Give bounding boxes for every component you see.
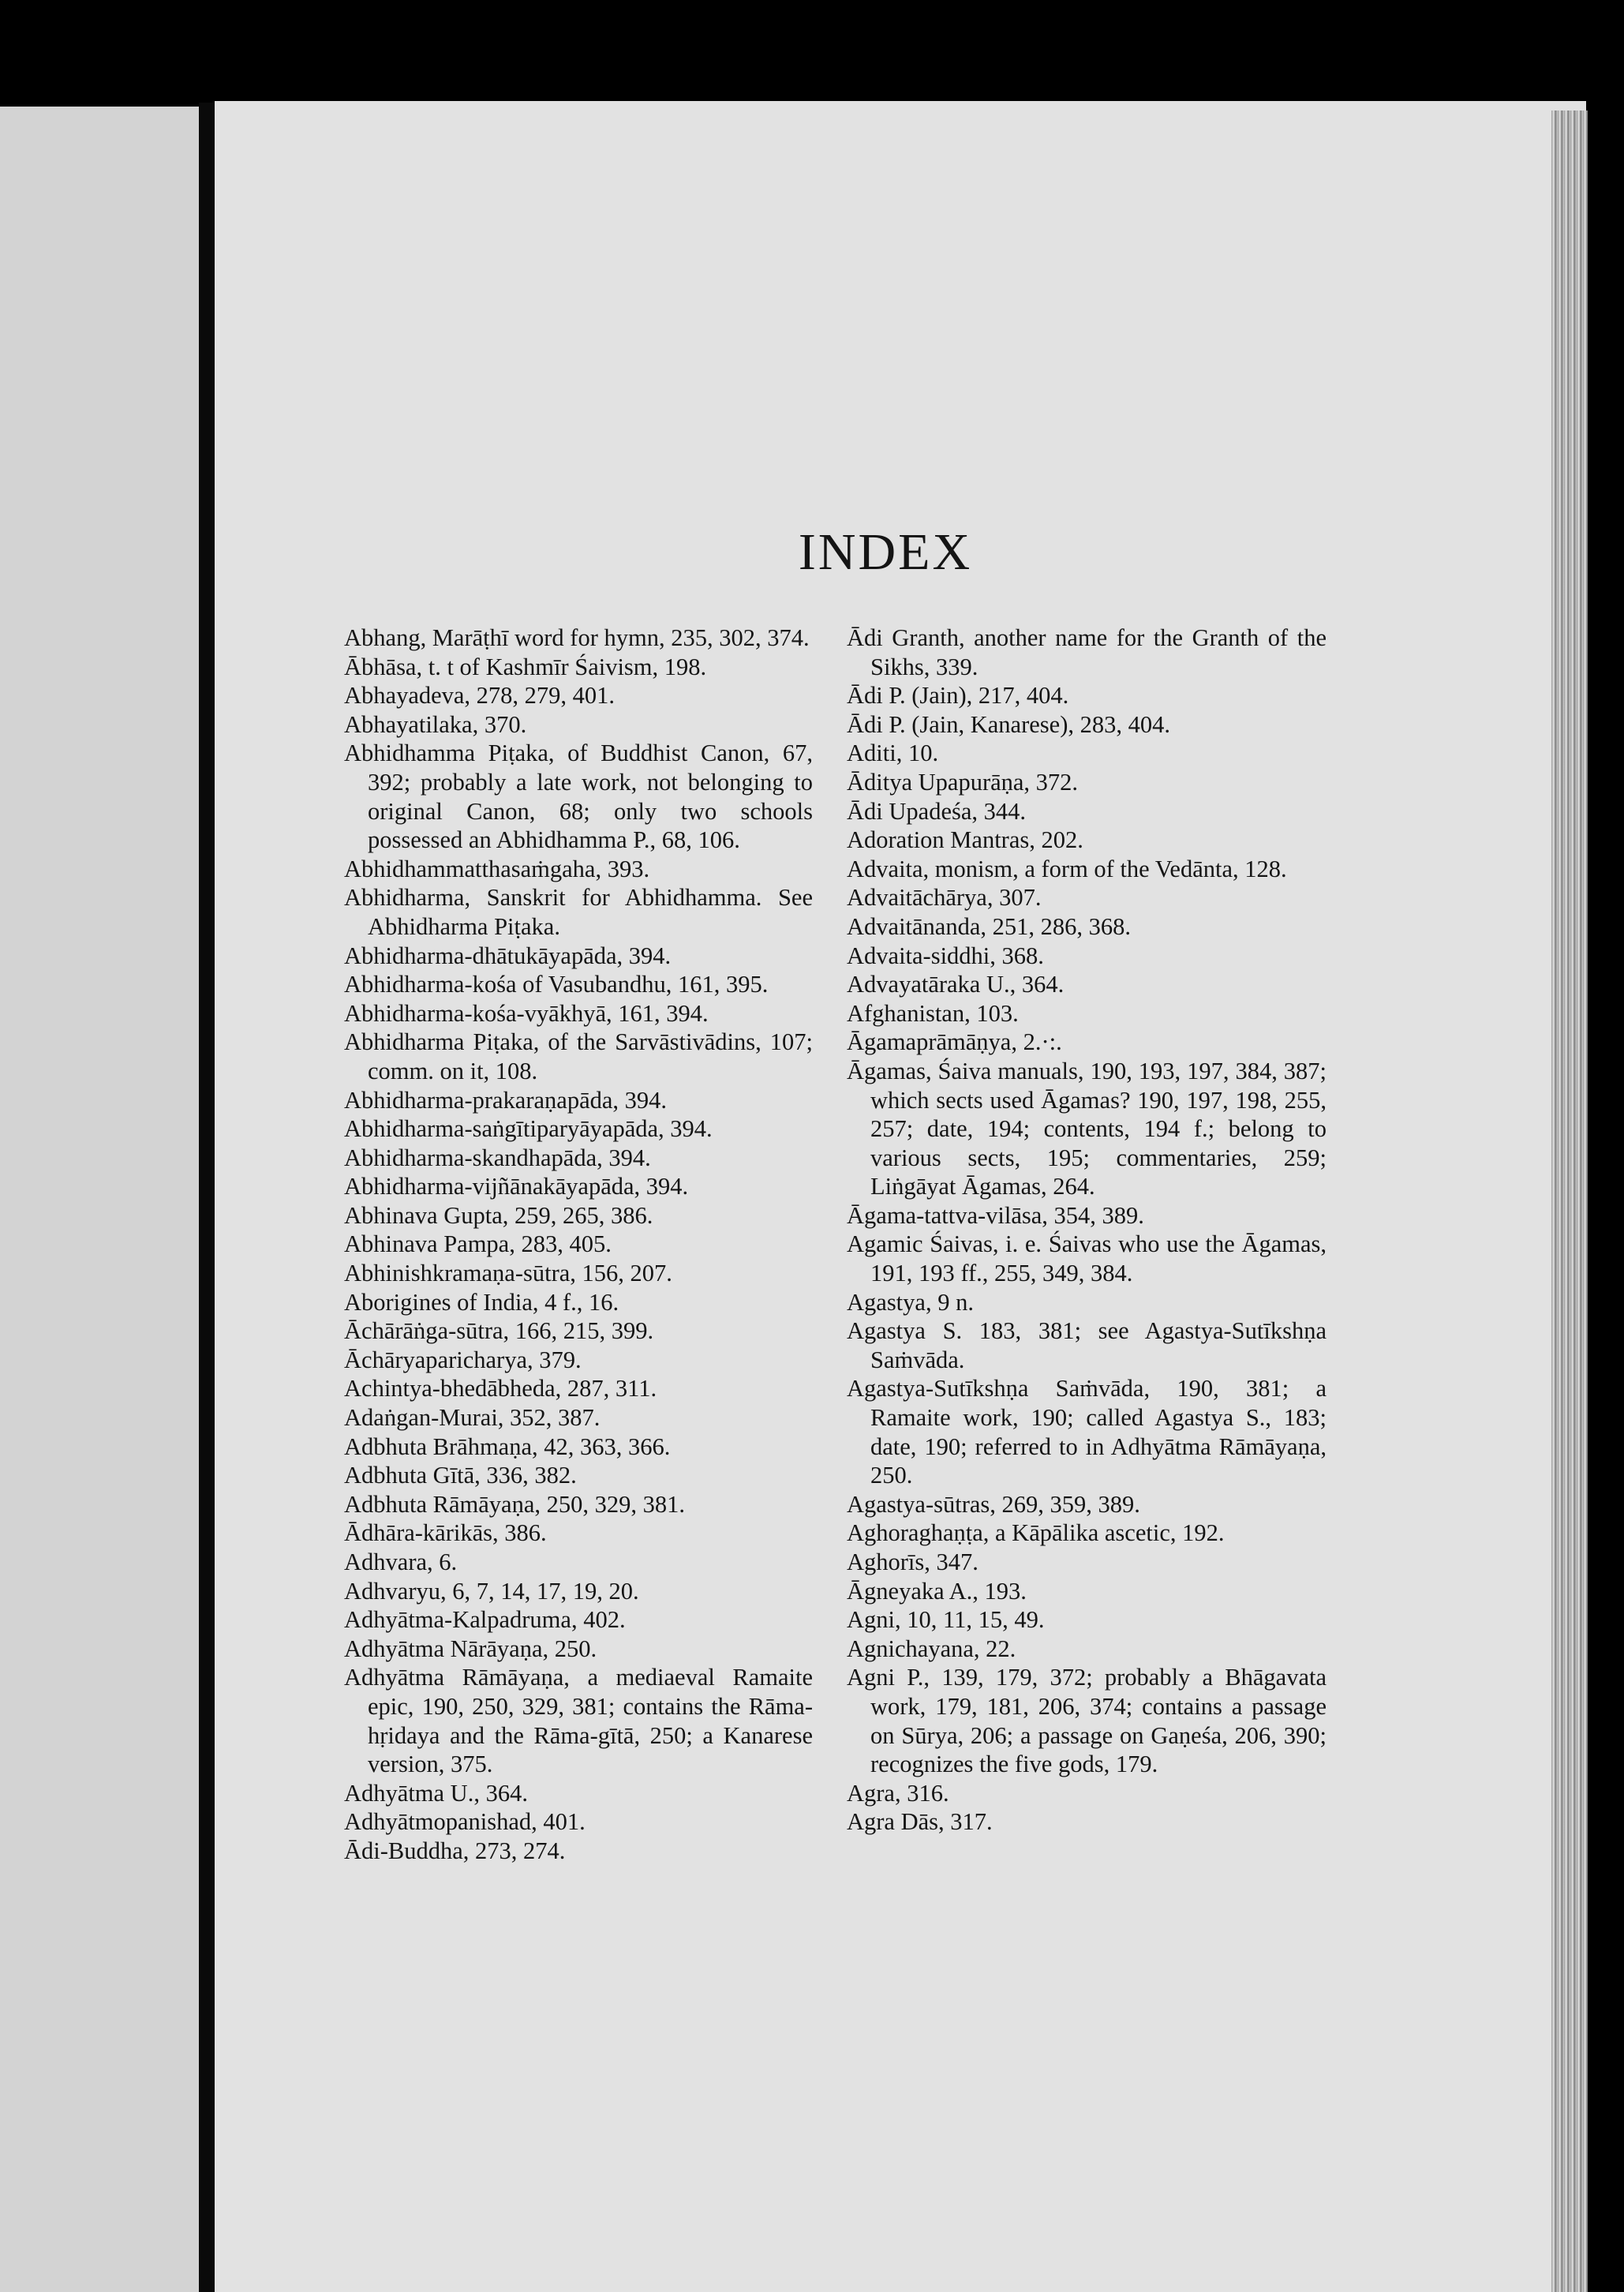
index-entry: Aborigines of India, 4 f., 16. <box>344 1288 619 1316</box>
index-entry: Abhinava Gupta, 259, 265, 386. <box>344 1201 653 1229</box>
index-entry: Agnichayana, 22. <box>847 1635 1016 1662</box>
index-entry: Adbhuta Gītā, 336, 382. <box>344 1462 577 1489</box>
index-entry: Adaṅgan-Murai, 352, 387. <box>344 1404 601 1432</box>
index-entry: Abhinava Pampa, 283, 405. <box>344 1230 612 1258</box>
index-entry: Abhidharma Piṭaka, of the Sarvāstivādins, 107; comm. on it, 108. <box>344 1028 813 1084</box>
index-entry: Āchāryaparicharya, 379. <box>344 1346 582 1373</box>
index-entry: Ādhāra-kārikās, 386. <box>344 1519 547 1547</box>
facing-page-edge <box>0 107 199 2292</box>
index-entry: Achintya-bhedābheda, 287, 311. <box>344 1375 657 1403</box>
index-entry: Abhidharma-saṅgītiparyāyapāda, 394. <box>344 1115 713 1143</box>
index-entry: Ādi Granth, another name for the Granth of the Sikhs, 339. <box>847 624 1327 680</box>
index-entry: Aditi, 10. <box>847 740 939 767</box>
index-entry: Agastya-sūtras, 269, 359, 389. <box>847 1490 1140 1518</box>
index-entry: Aghorīs, 347. <box>847 1549 979 1575</box>
index-entry: Āgneyaka A., 193. <box>847 1577 1027 1605</box>
index-column-right <box>847 624 1327 1837</box>
index-entry: Abhidhammatthasaṁgaha, 393. <box>344 855 650 882</box>
index-entry: Abhidharma-vijñānakāyapāda, 394. <box>344 1173 689 1200</box>
index-entry: Adhyātmopanishad, 401. <box>344 1808 586 1836</box>
index-entry: Abhayadeva, 278, 279, 401. <box>344 682 616 710</box>
index-entry: Āchārāṅga-sūtra, 166, 215, 399. <box>344 1317 654 1345</box>
index-entry: Agamic Śaivas, i. e. Śaivas who use the Āgamas, 191, 193 ff., 255, 349, 384. <box>847 1230 1327 1287</box>
index-entry: Agni, 10, 11, 15, 49. <box>847 1606 1045 1634</box>
index-entry: Ādi P. (Jain, Kanarese), 283, 404. <box>847 710 1170 738</box>
index-entry: Abhidharma-kośa of Vasubandhu, 161, 395. <box>344 971 769 998</box>
index-entry: Abhidharma-dhātukāyapāda, 394. <box>344 942 672 969</box>
index-entry: Adoration Mantras, 202. <box>847 826 1083 854</box>
page-title: INDEX <box>798 523 973 581</box>
index-entry: Agra Dās, 317. <box>847 1808 993 1836</box>
index-entry: Abhidharma-prakaraṇapāda, 394. <box>344 1086 668 1114</box>
index-entry: Adbhuta Brāhmaṇa, 42, 363, 366. <box>344 1432 671 1460</box>
index-entry: Ādi Upadeśa, 344. <box>847 797 1027 825</box>
index-entry: Āditya Upapurāṇa, 372. <box>847 768 1079 796</box>
index-entry: Agra, 316. <box>847 1779 949 1807</box>
index-column-left <box>344 624 813 1866</box>
index-entry: Adbhuta Rāmāyaṇa, 250, 329, 381. <box>344 1490 686 1518</box>
index-entry: Āgamas, Śaiva manuals, 190, 193, 197, 384, 387; which sects used Āgamas? 190, 197, 198, 255, 257; date, 194; contents, 194 f.; belong to various sects, 195; commentaries, 259; Liṅgāyat Āgamas, 264. <box>847 1057 1327 1200</box>
index-entry: Abhinishkramaṇa-sūtra, 156, 207. <box>344 1260 672 1287</box>
index-entry: Āgama-tattva-vilāsa, 354, 389. <box>847 1201 1144 1229</box>
index-entry: Adhvara, 6. <box>344 1549 458 1575</box>
index-entry: Ādi P. (Jain), 217, 404. <box>847 682 1069 710</box>
index-entry: Abhang, Marāṭhī word for hymn, 235, 302, 374. <box>344 624 810 651</box>
index-entry: Advaitāchārya, 307. <box>847 884 1042 912</box>
index-entry: Adhvaryu, 6, 7, 14, 17, 19, 20. <box>344 1577 639 1605</box>
index-entry: Agastya-Sutīkshṇa Saṁvāda, 190, 381; a Ramaite work, 190; called Agastya S., 183; date, 190; referred to in Adhyātma Rāmāyaṇa, 250. <box>847 1375 1327 1489</box>
index-entry: Abhidharma-skandhapāda, 394. <box>344 1144 651 1171</box>
index-entry: Adhyātma Rāmāyaṇa, a mediaeval Ramaite epic, 190, 250, 329, 381; contains the Rāma-hṛidaya and the Rāma-gītā, 250; a Kanarese version, 375. <box>344 1664 813 1778</box>
index-entry: Agastya, 9 n. <box>847 1288 974 1316</box>
index-entry: Agni P., 139, 179, 372; probably a Bhāgavata work, 179, 181, 206, 374; contains a passage on Sūrya, 206; a passage on Gaṇeśa, 206, 390; recognizes the five gods, 179. <box>847 1664 1327 1778</box>
index-entry: Advaita, monism, a form of the Vedānta, 128. <box>847 855 1287 882</box>
index-entry: Āgamaprāmāṇya, 2.·:. <box>847 1028 1062 1056</box>
index-entry: Afghanistan, 103. <box>847 999 1019 1027</box>
index-entry: Advayatāraka U., 364. <box>847 971 1065 998</box>
index-entry: Adhyātma Nārāyaṇa, 250. <box>344 1635 597 1662</box>
index-entry: Advaitānanda, 251, 286, 368. <box>847 912 1131 940</box>
index-entry: Ābhāsa, t. t of Kashmīr Śaivism, 198. <box>344 653 707 680</box>
index-entry: Adhyātma U., 364. <box>344 1779 528 1807</box>
index-entry: Agastya S. 183, 381; see Agastya-Sutīkshṇa Saṁvāda. <box>847 1317 1327 1373</box>
book-gutter <box>199 103 215 2292</box>
page-stack-edge <box>1551 110 1588 2292</box>
index-entry: Advaita-siddhi, 368. <box>847 942 1044 969</box>
index-entry: Abhidharma, Sanskrit for Abhidhamma. See Abhidharma Piṭaka. <box>344 884 813 940</box>
index-entry: Adhyātma-Kalpadruma, 402. <box>344 1606 626 1634</box>
index-entry: Abhayatilaka, 370. <box>344 710 527 738</box>
index-entry: Ādi-Buddha, 273, 274. <box>344 1837 566 1864</box>
index-entry: Abhidhamma Piṭaka, of Buddhist Canon, 67, 392; probably a late work, not belonging to original Canon, 68; only two schools possessed an Abhidhamma P., 68, 106. <box>344 740 813 854</box>
index-entry: Abhidharma-kośa-vyākhyā, 161, 394. <box>344 999 709 1027</box>
index-entry: Aghoraghaṇṭa, a Kāpālika ascetic, 192. <box>847 1519 1225 1547</box>
